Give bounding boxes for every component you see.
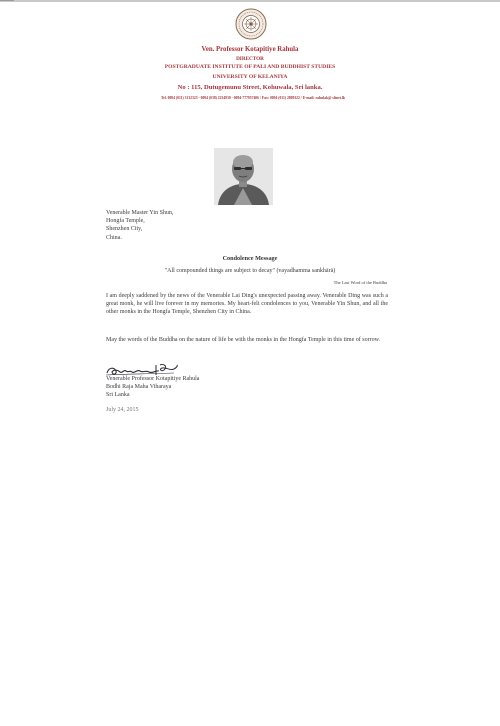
recipient-line: China. — [106, 234, 122, 241]
recipient-line: Shenzhen City, — [106, 226, 143, 233]
sender-block — [106, 375, 199, 400]
quote-source: The Last Word of the Buddha — [333, 280, 387, 285]
body-paragraph: I am deeply saddened by the news of the Venerable Lai Ding's unexpected passing away. Venerable Ding was such a great monk, he will live forever in my memories. My heart-felt condolences to you, Venerable Yin Shun, and all the other monks in the Hongfa Temple, Shenzhen City in China. — [106, 293, 388, 316]
sender-line: Venerable Professor Kotapitiye Rahula — [106, 376, 200, 382]
letter-subject: Condolence Message — [222, 255, 278, 262]
letterhead-title: DIRECTOR — [236, 56, 264, 62]
sender-line: Bodhi Raja Maha Viharaya — [106, 384, 172, 391]
page-corner-mark — [0, 0, 14, 1]
sender-line: Sri Lanka — [106, 392, 130, 399]
portrait-photo — [214, 148, 273, 205]
buddha-quote: "All compounded things are subject to decay" (vayadhamma sankhārā) — [164, 268, 336, 274]
page-top-edge — [0, 0, 500, 2]
recipient-line: Venerable Master Yin Shun, — [106, 210, 174, 216]
institute-seal-icon — [235, 8, 267, 40]
letterhead-contact: Tel. 0094 (011) 3132323 - 0094 (038) 2234930 - 0094-777957406 / Fax: 0094 (011) 2809322 / E-mail: rahulak@ sltnet.lk — [161, 96, 345, 100]
letter-date: July 24, 2015 — [106, 407, 139, 413]
body-paragraph: May the words of the Buddha on the nature of life be with the monks in the Hongfa Temple in this time of sorrow. — [106, 337, 381, 343]
letterhead-address: No : 115, Dutugemunu Street, Kohuwala, Sri lanka. — [177, 84, 323, 91]
letterhead-name: Ven. Professor Kotapitiye Rahula — [201, 46, 299, 53]
recipient-address — [106, 209, 173, 242]
letterhead-institute: POSTGRADUATE INSTITUTE OF PALI AND BUDDHIST STUDIES — [164, 64, 336, 70]
letterhead-university: UNIVERSITY OF KELANIYA — [212, 74, 288, 80]
recipient-line: Hongfa Temple, — [106, 218, 145, 225]
